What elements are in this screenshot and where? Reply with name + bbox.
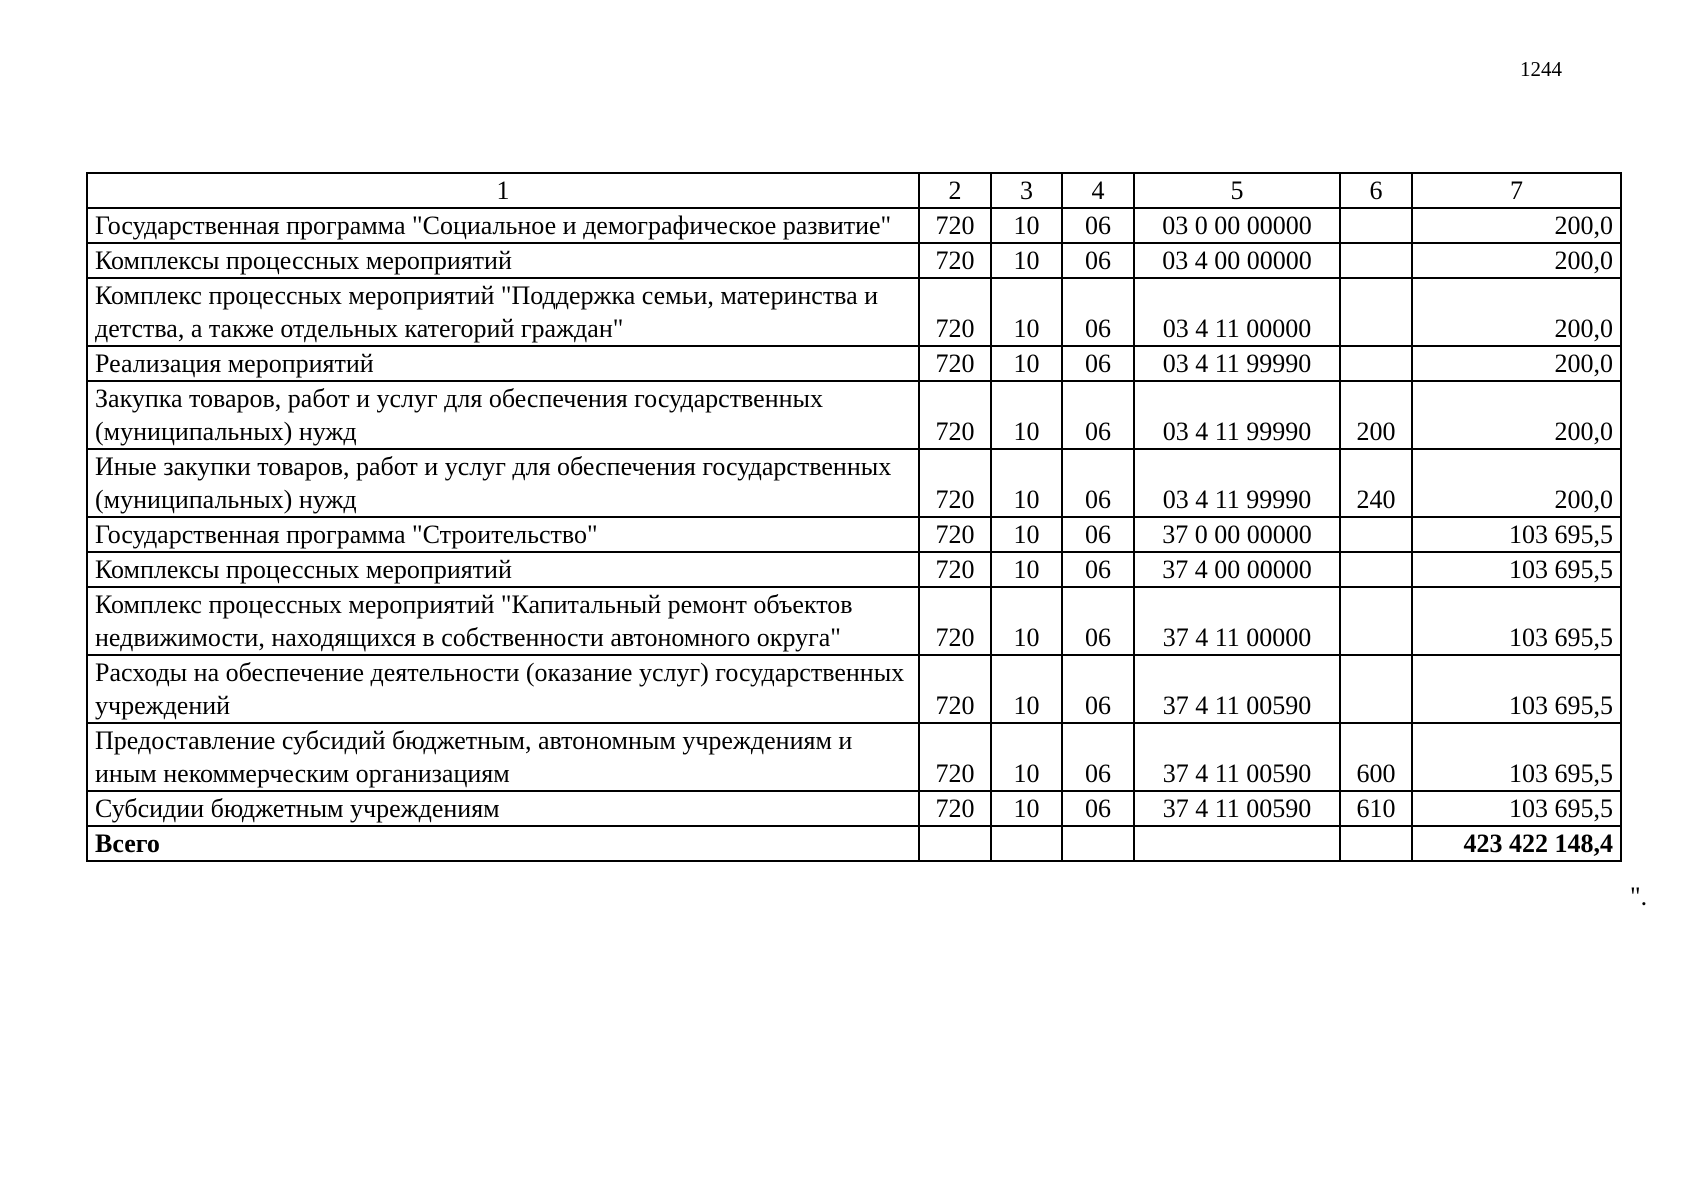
row-code-subsection: 06 [1062,552,1134,587]
table-cell [991,826,1062,861]
row-code-section: 10 [991,278,1062,346]
row-code-expense-type: 240 [1340,449,1412,517]
total-row [87,826,1621,861]
row-name: Комплексы процессных мероприятий [87,552,919,587]
row-code-target: 03 4 11 00000 [1134,278,1340,346]
table-cell [1134,826,1340,861]
row-amount: 103 695,5 [1412,791,1621,826]
header-cell: 4 [1062,173,1134,208]
row-name: Комплексы процессных мероприятий [87,243,919,278]
header-cell: 3 [991,173,1062,208]
row-code-target: 03 4 11 99990 [1134,449,1340,517]
row-code-subsection: 06 [1062,381,1134,449]
row-code-admin: 720 [919,723,991,791]
row-amount: 200,0 [1412,346,1621,381]
row-code-subsection: 06 [1062,587,1134,655]
row-amount: 200,0 [1412,243,1621,278]
row-code-admin: 720 [919,381,991,449]
row-name: Субсидии бюджетным учреждениям [87,791,919,826]
header-cell: 2 [919,173,991,208]
row-code-target: 37 0 00 00000 [1134,517,1340,552]
row-amount: 103 695,5 [1412,655,1621,723]
table-row [87,587,1621,655]
header-row [87,173,1621,208]
row-code-admin: 720 [919,517,991,552]
row-code-expense-type: 600 [1340,723,1412,791]
table-row [87,791,1621,826]
table-row [87,552,1621,587]
row-code-subsection: 06 [1062,449,1134,517]
closing-quote: ". [1630,882,1648,911]
row-code-target: 37 4 11 00590 [1134,723,1340,791]
page-number: 1244 [1520,57,1562,81]
table-row [87,723,1621,791]
table-row [87,381,1621,449]
row-code-subsection: 06 [1062,791,1134,826]
table-row [87,243,1621,278]
row-code-target: 03 4 00 00000 [1134,243,1340,278]
row-name: Государственная программа "Социальное и демографическое развитие" [87,208,919,243]
row-name: Реализация мероприятий [87,346,919,381]
row-code-subsection: 06 [1062,208,1134,243]
row-code-expense-type: 610 [1340,791,1412,826]
header-cell: 6 [1340,173,1412,208]
row-code-expense-type [1340,655,1412,723]
row-code-expense-type [1340,243,1412,278]
row-code-expense-type [1340,517,1412,552]
row-code-expense-type [1340,587,1412,655]
table-row [87,655,1621,723]
row-code-expense-type [1340,552,1412,587]
row-code-section: 10 [991,208,1062,243]
row-code-section: 10 [991,655,1062,723]
row-code-expense-type [1340,346,1412,381]
table-row [87,346,1621,381]
budget-table [86,172,1622,862]
row-code-target: 37 4 11 00590 [1134,655,1340,723]
row-code-admin: 720 [919,552,991,587]
row-amount: 200,0 [1412,449,1621,517]
row-code-admin: 720 [919,346,991,381]
row-amount: 200,0 [1412,208,1621,243]
row-code-target: 37 4 11 00000 [1134,587,1340,655]
row-code-subsection: 06 [1062,655,1134,723]
table-cell [1340,826,1412,861]
row-code-subsection: 06 [1062,346,1134,381]
row-amount: 103 695,5 [1412,552,1621,587]
row-name: Комплекс процессных мероприятий "Поддержка семьи, материнства и детства, а также отдельных категорий граждан" [87,278,919,346]
header-cell: 7 [1412,173,1621,208]
total-label: Всего [87,826,919,861]
row-name: Предоставление субсидий бюджетным, автономным учреждениям и иным некоммерческим организациям [87,723,919,791]
row-name: Комплекс процессных мероприятий "Капитальный ремонт объектов недвижимости, находящихся в собственности автономного округа" [87,587,919,655]
row-code-target: 03 4 11 99990 [1134,346,1340,381]
row-code-section: 10 [991,587,1062,655]
row-code-subsection: 06 [1062,243,1134,278]
row-code-section: 10 [991,243,1062,278]
row-code-expense-type: 200 [1340,381,1412,449]
row-code-section: 10 [991,517,1062,552]
row-code-target: 37 4 00 00000 [1134,552,1340,587]
row-code-section: 10 [991,449,1062,517]
row-code-section: 10 [991,791,1062,826]
row-code-section: 10 [991,346,1062,381]
row-code-admin: 720 [919,243,991,278]
table-row [87,449,1621,517]
row-amount: 103 695,5 [1412,517,1621,552]
row-code-admin: 720 [919,587,991,655]
row-name: Закупка товаров, работ и услуг для обеспечения государственных (муниципальных) нужд [87,381,919,449]
row-code-admin: 720 [919,449,991,517]
row-code-admin: 720 [919,655,991,723]
row-name: Расходы на обеспечение деятельности (оказание услуг) государственных учреждений [87,655,919,723]
row-code-section: 10 [991,723,1062,791]
row-code-section: 10 [991,552,1062,587]
row-code-admin: 720 [919,208,991,243]
row-name: Государственная программа "Строительство" [87,517,919,552]
table-row [87,208,1621,243]
row-amount: 103 695,5 [1412,723,1621,791]
total-amount: 423 422 148,4 [1412,826,1621,861]
row-code-subsection: 06 [1062,517,1134,552]
row-amount: 200,0 [1412,278,1621,346]
row-code-target: 03 0 00 00000 [1134,208,1340,243]
table-row [87,517,1621,552]
row-code-subsection: 06 [1062,278,1134,346]
row-code-expense-type [1340,278,1412,346]
row-code-target: 03 4 11 99990 [1134,381,1340,449]
row-code-target: 37 4 11 00590 [1134,791,1340,826]
row-code-subsection: 06 [1062,723,1134,791]
header-cell: 5 [1134,173,1340,208]
table-row [87,278,1621,346]
row-name: Иные закупки товаров, работ и услуг для обеспечения государственных (муниципальных) нужд [87,449,919,517]
row-code-admin: 720 [919,278,991,346]
row-code-expense-type [1340,208,1412,243]
row-code-section: 10 [991,381,1062,449]
row-amount: 200,0 [1412,381,1621,449]
table-cell [919,826,991,861]
row-code-admin: 720 [919,791,991,826]
table-cell [1062,826,1134,861]
header-cell: 1 [87,173,919,208]
row-amount: 103 695,5 [1412,587,1621,655]
